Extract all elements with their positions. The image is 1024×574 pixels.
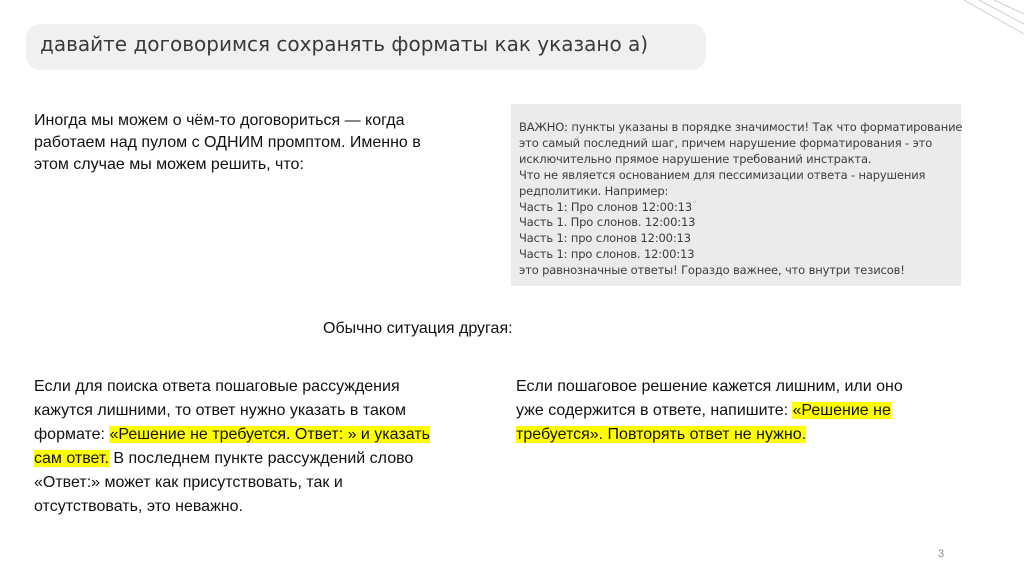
right-highlighted-text: «Решение не требуется». Повторять ответ не нужно. (516, 402, 891, 443)
intro-paragraph: Иногда мы можем о чём-то договориться — когда работаем над пулом с ОДНИМ промптом. Именно в этом случае мы можем решить, что: (34, 112, 421, 173)
chat-bubble-text: давайте договоримся сохранять форматы как указано а) (40, 32, 649, 56)
note-line: Часть 1: про слонов 12:00:13 (519, 231, 691, 246)
note-line: Часть 1: про слонов. 12:00:13 (519, 247, 695, 262)
note-screenshot (511, 104, 961, 286)
note-line: исключительно прямое нарушение требований инстракта. (519, 151, 872, 166)
left-instruction-block (34, 375, 434, 519)
note-line: Часть 1. Про слонов. 12:00:13 (519, 215, 696, 230)
left-highlighted-text: «Решение не требуется. Ответ: » и указать сам ответ. (34, 426, 430, 467)
note-line: ВАЖНО: пункты указаны в порядке значимости! Так что форматирование (519, 120, 963, 134)
note-line: Часть 1: Про слонов 12:00:13 (519, 199, 693, 214)
page-number: 3 (938, 548, 945, 560)
note-line: Что не является основанием для пессимизации ответа - нарушения (519, 167, 926, 182)
left-text-before: Если для поиска ответа пошаговые рассуждения кажутся лишними, то ответ нужно указать в таком формате: (34, 378, 406, 443)
note-line: это самый последний шаг, причем нарушение форматирования - это (519, 135, 933, 150)
right-instruction-block (516, 375, 916, 447)
subheading: Обычно ситуация другая: (323, 320, 513, 337)
note-line: редполитики. Например: (519, 183, 669, 198)
note-line: это равнозначные ответы! Гораздо важнее, что внутри тезисов! (519, 263, 905, 278)
right-text-before: Если пошаговое решение кажется лишним, или оно уже содержится в ответе, напишите: (516, 378, 903, 419)
left-text-after: В последнем пункте рассуждений слово «Ответ:» может как присутствовать, так и отсутствовать, это неважно. (34, 450, 414, 515)
corner-decoration (944, 0, 1024, 40)
chat-bubble-header (26, 24, 706, 70)
